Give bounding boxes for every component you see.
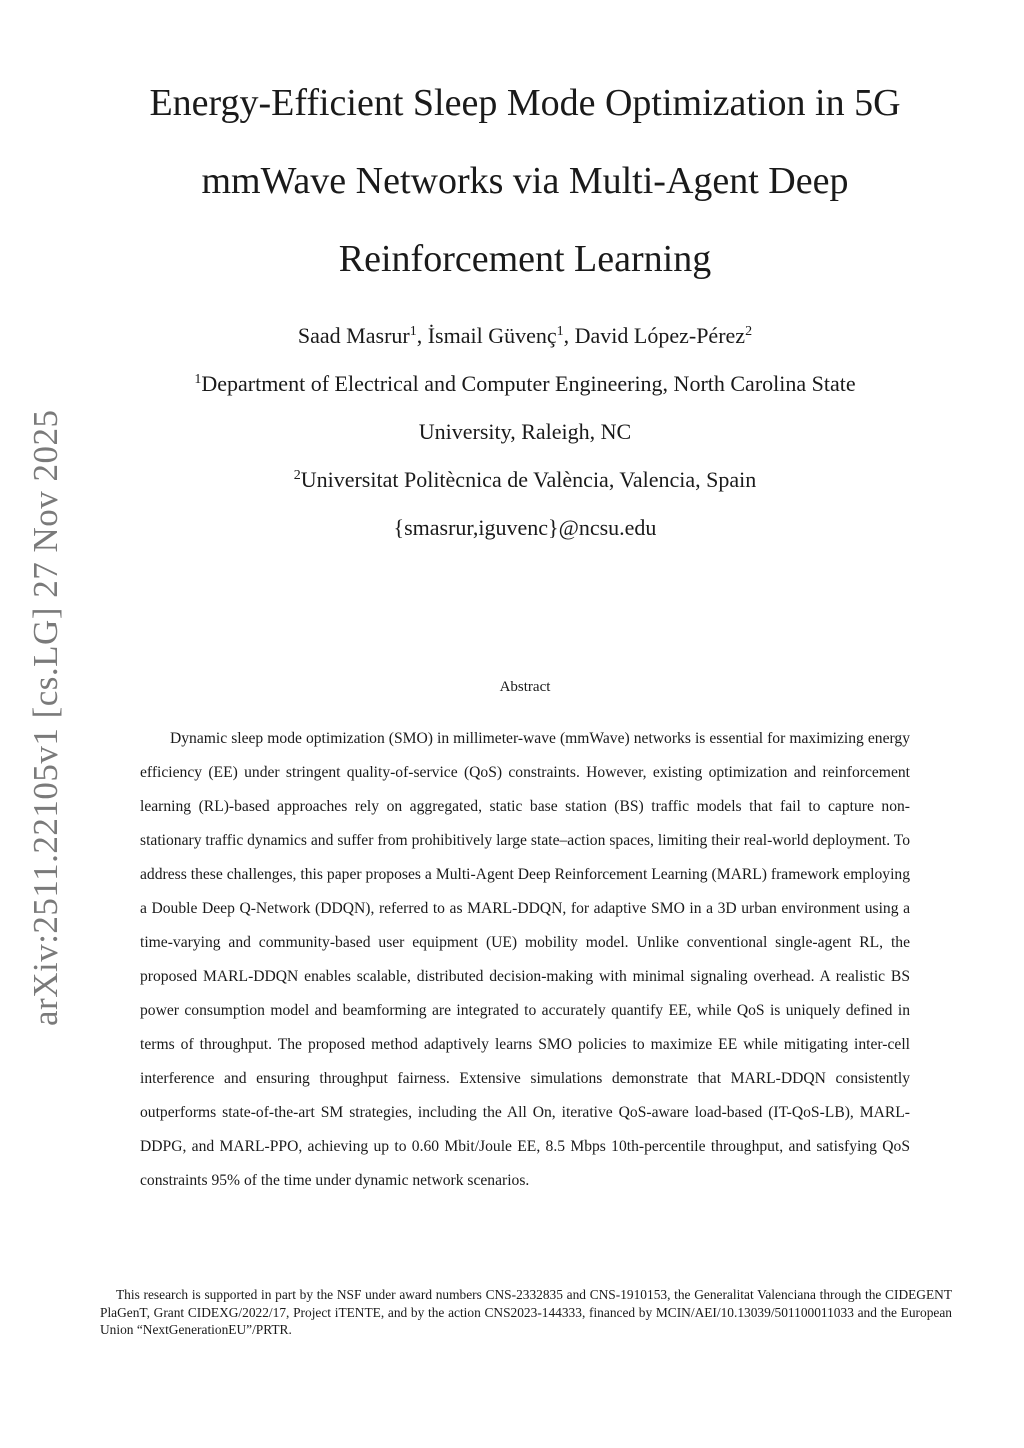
author-affiliation-marker: 2 bbox=[745, 324, 753, 339]
title-line-1: Energy-Efficient Sleep Mode Optimization in 5G bbox=[149, 82, 901, 124]
affiliation-text: Universitat Politècnica de València, Valencia, Spain bbox=[300, 467, 757, 492]
affiliation-marker: 1 bbox=[194, 372, 202, 387]
author-list bbox=[100, 316, 950, 356]
author-name: Saad Masrur bbox=[297, 323, 410, 348]
affiliation-2-line-1 bbox=[100, 456, 950, 504]
affiliation-2 bbox=[100, 456, 950, 504]
affiliation-1 bbox=[100, 360, 950, 456]
author-affiliation-marker: 1 bbox=[556, 324, 564, 339]
affiliation-1-line-1 bbox=[100, 360, 950, 408]
author-separator: , bbox=[563, 323, 575, 348]
title-line-2: mmWave Networks via Multi-Agent Deep bbox=[201, 160, 849, 202]
author-name: İsmail Güvenç bbox=[427, 323, 557, 348]
abstract-heading: Abstract bbox=[499, 679, 551, 695]
author-email: {smasrur,iguvenc}@ncsu.edu bbox=[393, 515, 657, 540]
affiliation-1-line-2: University, Raleigh, NC bbox=[418, 419, 632, 444]
title-line-3: Reinforcement Learning bbox=[338, 238, 712, 280]
affiliation-text: Department of Electrical and Computer Engineering, North Carolina State bbox=[201, 371, 856, 396]
author-name: David López-Pérez bbox=[574, 323, 746, 348]
funding-footnote: This research is supported in part by the NSF under award numbers CNS-2332835 and CNS-1910153, the Generalitat Valenciana through the CIDEGENT PlaGenT, Grant CIDEXG/2022/17, Project iTENTE, and by the action CNS2023-144333, financed by MCIN/AEI/10.13039/501100011033 and the European Union “NextGenerationEU”/PRTR. bbox=[100, 1287, 952, 1337]
arxiv-identifier-stamp: arXiv:2511.22105v1 [cs.LG] 27 Nov 2025 bbox=[26, 409, 65, 1026]
paper-title bbox=[100, 64, 950, 298]
author-separator: , bbox=[416, 323, 428, 348]
affiliation-marker: 2 bbox=[293, 468, 301, 483]
author-affiliation-marker: 1 bbox=[409, 324, 417, 339]
abstract-text: Dynamic sleep mode optimization (SMO) in millimeter-wave (mmWave) networks is essential for maximizing energy efficiency (EE) under stringent quality-of-service (QoS) constraints. However, existing optimization and reinforcement learning (RL)-based approaches rely on aggregated, static base station (BS) traffic models that fail to capture non-stationary traffic dynamics and suffer from prohibitively large state–action spaces, limiting their real-world deployment. To address these challenges, this paper proposes a Multi-Agent Deep Reinforcement Learning (MARL) framework employing a Double Deep Q-Network (DDQN), referred to as MARL-DDQN, for adaptive SMO in a 3D urban environment using a time-varying and community-based user equipment (UE) mobility model. Unlike conventional single-agent RL, the proposed MARL-DDQN enables scalable, distributed decision-making with minimal signaling overhead. A realistic BS power consumption model and beamforming are integrated to accurately quantify EE, while QoS is uniquely defined in terms of throughput. The proposed method adaptively learns SMO policies to maximize EE while mitigating inter-cell interference and ensuring throughput fairness. Extensive simulations demonstrate that MARL-DDQN consistently outperforms state-of-the-art SM strategies, including the All On, iterative QoS-aware load-based (IT-QoS-LB), MARL-DDPG, and MARL-PPO, achieving up to 0.60 Mbit/Joule EE, 8.5 Mbps 10th-percentile throughput, and satisfying QoS constraints 95% of the time under dynamic network scenarios. bbox=[140, 730, 910, 1189]
